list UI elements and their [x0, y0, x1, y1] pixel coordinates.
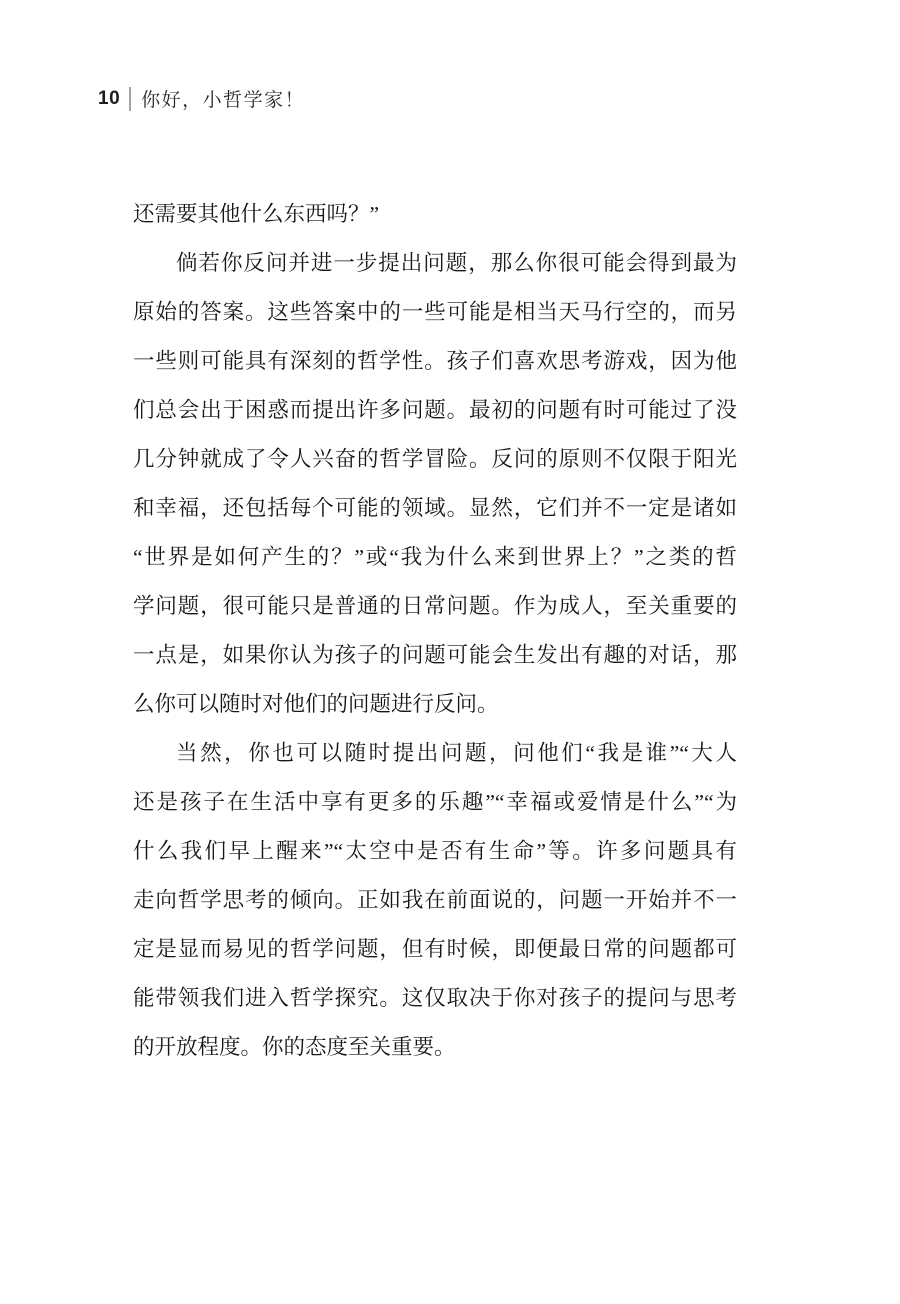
text-line: 一些则可能具有深刻的哲学性。孩子们喜欢思考游戏，因为他: [133, 349, 737, 373]
text-line: 走向哲学思考的倾向。正如我在前面说的，问题一开始并不一: [133, 888, 737, 912]
page-number: 10: [98, 87, 121, 109]
text-line: 学问题，很可能只是普通的日常问题。作为成人，至关重要的: [133, 594, 737, 618]
text-line: 还是孩子在生活中享有更多的乐趣”“幸福或爱情是什么”“为: [133, 790, 737, 814]
text-line: 一点是，如果你认为孩子的问题可能会生发出有趣的对话，那: [133, 643, 737, 667]
running-title: 你好，小哲学家！: [141, 90, 306, 111]
text-line: 的开放程度。你的态度至关重要。: [133, 1035, 456, 1059]
text-line: 么你可以随时对他们的问题进行反问。: [133, 692, 499, 716]
text-line: 还需要其他什么东西吗？”: [133, 202, 380, 226]
text-line: 能带领我们进入哲学探究。这仅取决于你对孩子的提问与思考: [133, 986, 737, 1010]
text-line: 几分钟就成了令人兴奋的哲学冒险。反问的原则不仅限于阳光: [133, 447, 737, 471]
text-line: “世界是如何产生的？”或“我为什么来到世界上？”之类的哲: [133, 545, 737, 569]
running-header: [98, 85, 305, 112]
text-line: 定是显而易见的哲学问题，但有时候，即便最日常的问题都可: [133, 937, 737, 961]
header-divider: [129, 87, 131, 111]
text-line: 什么我们早上醒来”“太空中是否有生命”等。许多问题具有: [133, 839, 737, 863]
text-block: [133, 190, 737, 1072]
text-line: 当然，你也可以随时提出问题，问他们“我是谁”“大人: [176, 741, 737, 765]
text-line: 原始的答案。这些答案中的一些可能是相当天马行空的，而另: [133, 300, 737, 324]
text-line: 倘若你反问并进一步提出问题，那么你很可能会得到最为: [176, 251, 737, 275]
text-line: 和幸福，还包括每个可能的领域。显然，它们并不一定是诸如: [133, 496, 737, 520]
text-line: 们总会出于困惑而提出许多问题。最初的问题有时可能过了没: [133, 398, 737, 422]
